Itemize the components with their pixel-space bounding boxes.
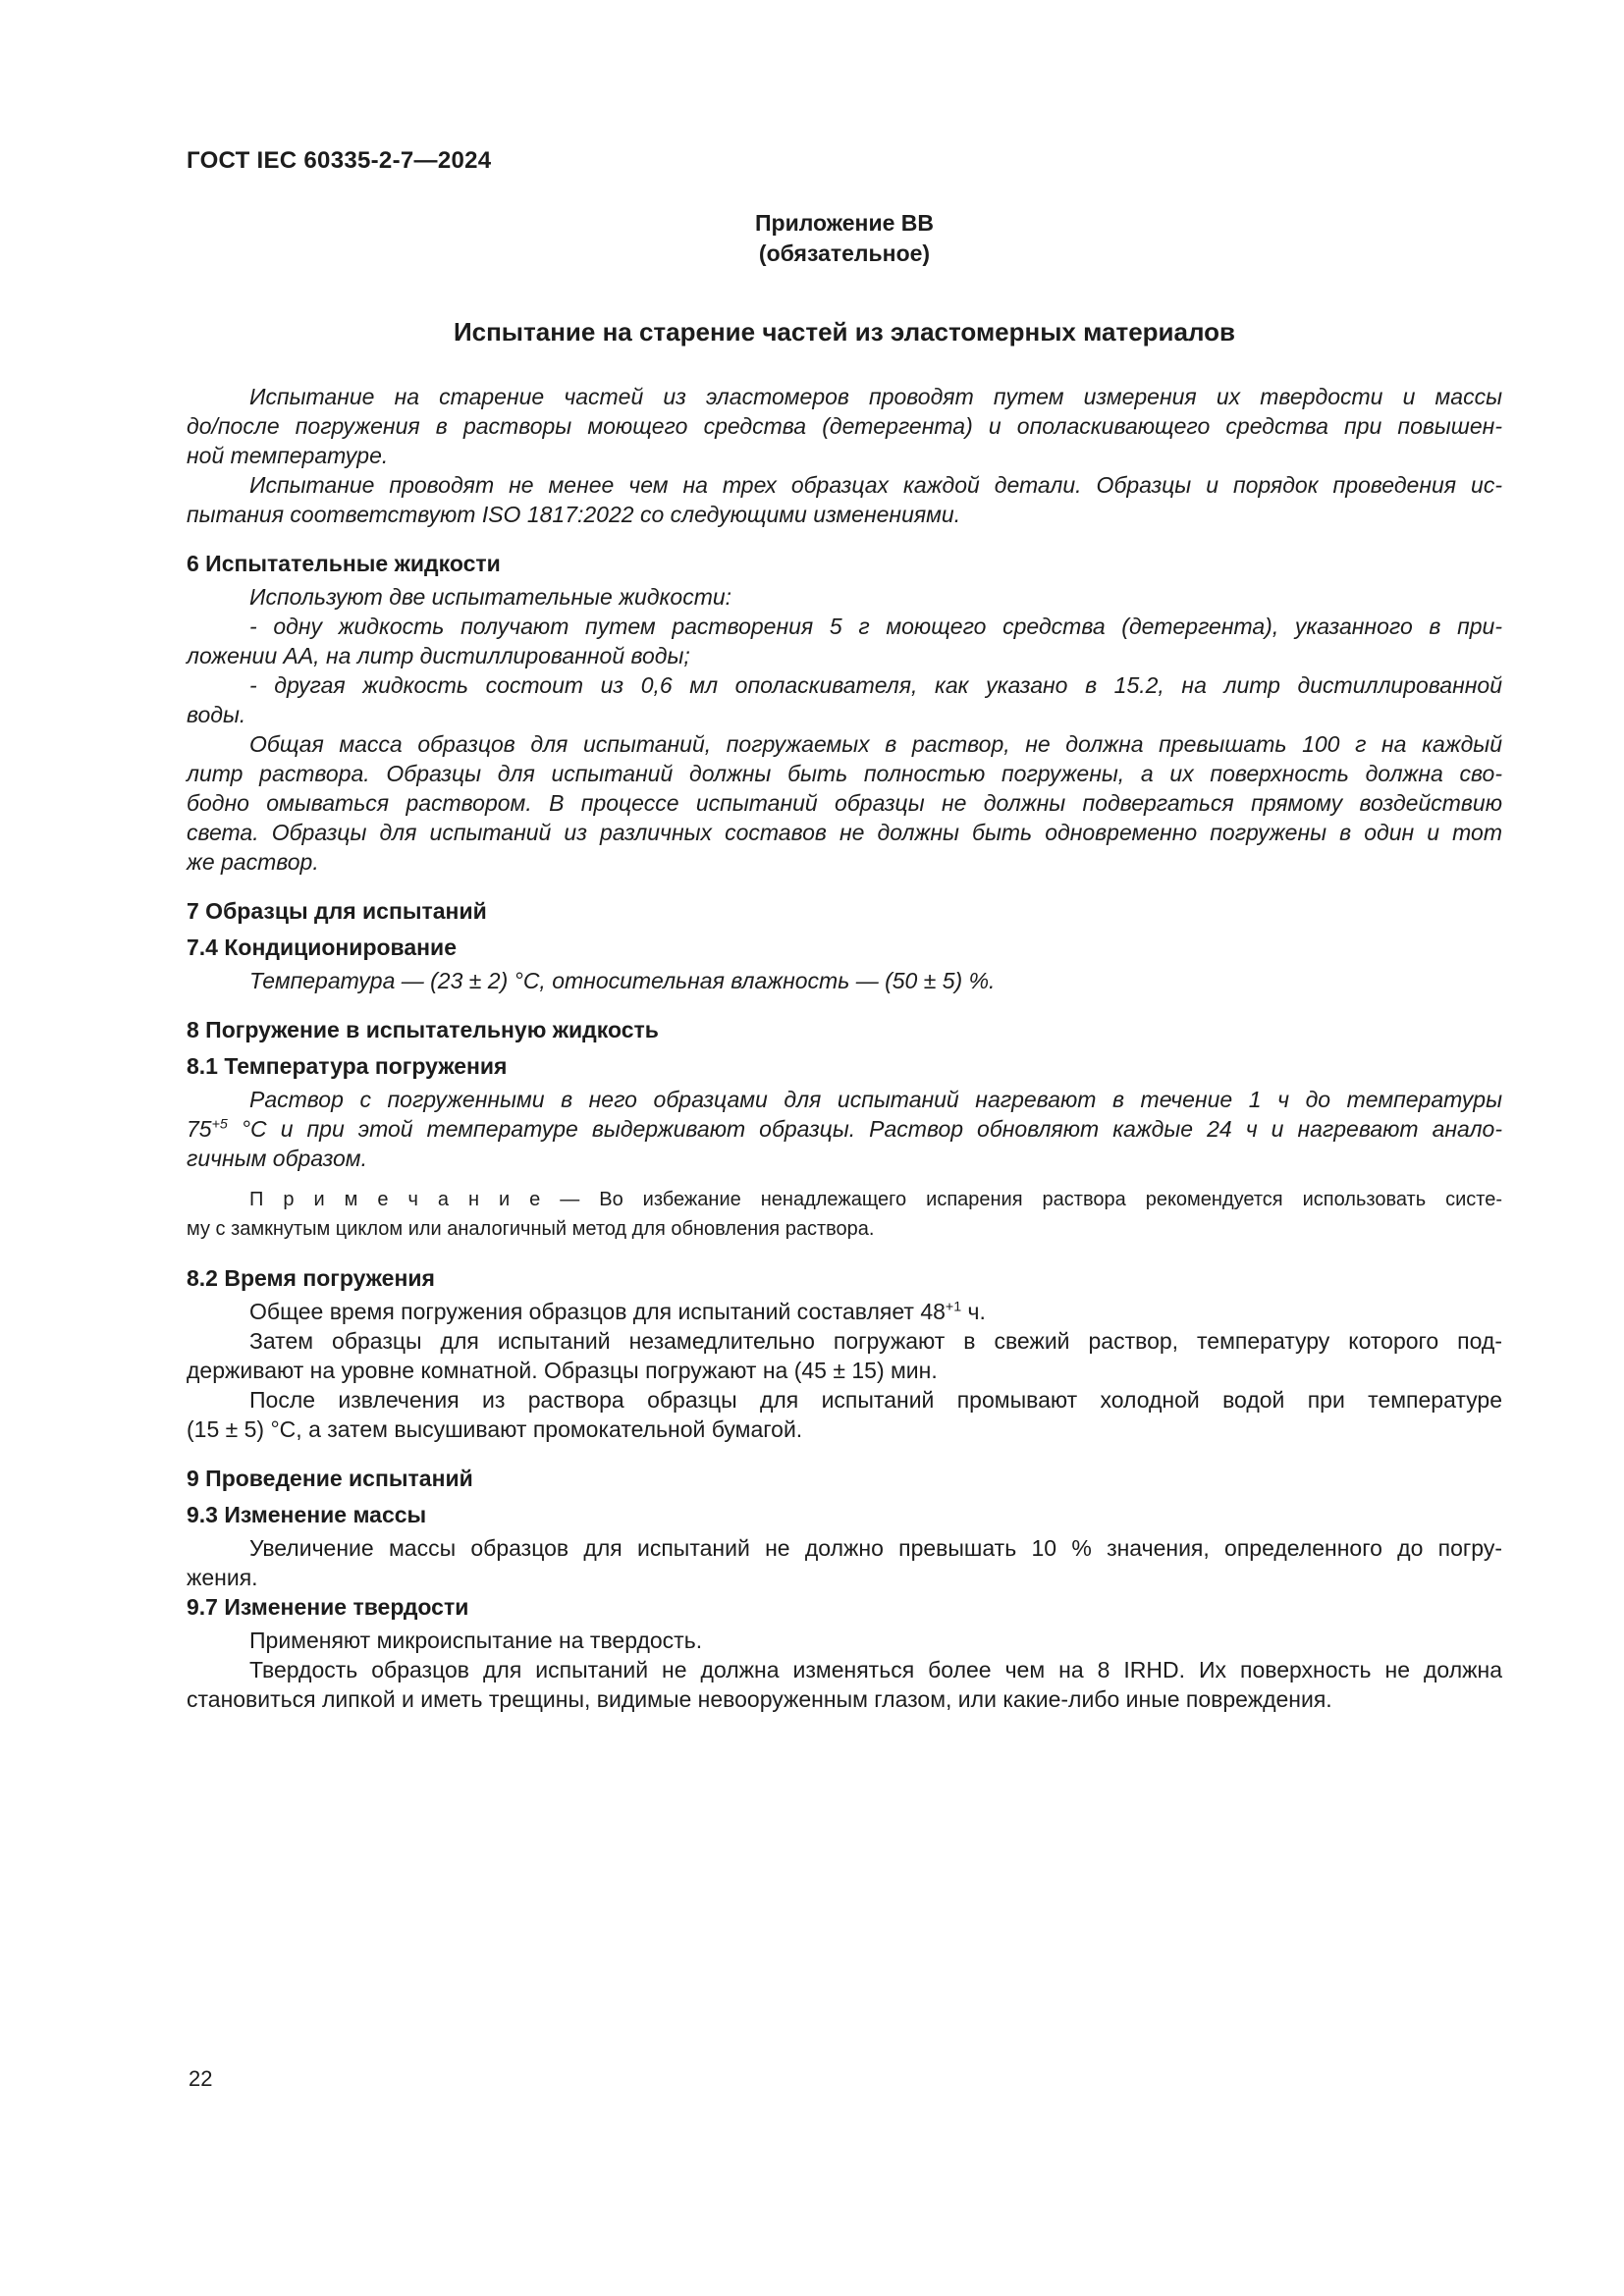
paragraph — [187, 1385, 1502, 1444]
text-line: П р и м е ч а н и е — Во избежание ненадлежащего испарения раствора рекомендуется использовать систе- — [249, 1189, 1502, 1210]
text-line: жения. — [187, 1565, 258, 1590]
text-line: - другая жидкость состоит из 0,6 мл ополаскивателя, как указано в 15.2, на литр дистиллированной — [249, 672, 1502, 698]
section-heading — [187, 1500, 1502, 1529]
text-line: 7.4 Кондиционирование — [187, 934, 457, 960]
annex-label: Приложение ВВ — [754, 210, 934, 236]
text-line: му с замкнутым циклом или аналогичный метод для обновления раствора. — [187, 1218, 875, 1240]
running-header: ГОСТ IEC 60335-2-7—2024 — [187, 147, 492, 174]
section-heading — [187, 549, 1502, 578]
text-line: Общее время погружения образцов для испытаний составляет $48^{+1}$ ч. — [249, 1299, 986, 1324]
section-heading — [187, 896, 1502, 926]
paragraph — [187, 670, 1502, 729]
text-line: 8.2 Время погружения — [187, 1265, 435, 1291]
text-line: Температура — (23 ± 2) °С, относительная влажность — (50 ± 5) %. — [249, 968, 996, 993]
paragraph — [187, 582, 1502, 612]
paragraph — [187, 382, 1502, 470]
text-line: Испытание проводят не менее чем на трех образцах каждой детали. Образцы и порядок проведения ис- — [249, 472, 1502, 498]
document-title: Испытание на старение частей из эластомерных материалов — [453, 317, 1236, 347]
paragraph — [187, 470, 1502, 529]
text-line: 8.1 Температура погружения — [187, 1053, 508, 1079]
annex-type: (обязательное) — [758, 240, 931, 266]
text-line: После извлечения из раствора образцы для испытаний промывают холодной водой при температуре — [249, 1387, 1502, 1413]
text-line: бодно омываться раствором. В процессе испытаний образцы не должны подвергаться прямому воздействию — [187, 790, 1502, 816]
text-line: держивают на уровне комнатной. Образцы погружают на (45 ± 15) мин. — [187, 1358, 938, 1383]
text-line: пытания соответствуют ISO 1817:2022 со следующими изменениями. — [187, 502, 961, 527]
text-line: Испытание на старение частей из эластомеров проводят путем измерения их твердости и массы — [249, 384, 1502, 409]
paragraph — [187, 1655, 1502, 1714]
paragraph — [187, 729, 1502, 877]
text-line: Используют две испытательные жидкости: — [249, 584, 732, 610]
text-line: ной температуре. — [187, 443, 389, 468]
page-number: 22 — [189, 2066, 213, 2091]
text-line: литр раствора. Образцы для испытаний должны быть полностью погружены, а их поверхность должна сво- — [187, 761, 1502, 786]
text-line: - одну жидкость получают путем растворения 5 г моющего средства (детергента), указанного в при- — [249, 614, 1502, 639]
section-heading — [187, 933, 1502, 962]
text-line: 6 Испытательные жидкости — [187, 551, 501, 576]
text-line: же раствор. — [187, 849, 319, 875]
text-line: Увеличение массы образцов для испытаний не должно превышать 10 % значения, определенного до погру- — [249, 1535, 1502, 1561]
annex-heading — [187, 208, 1502, 269]
section-heading — [187, 1464, 1502, 1493]
paragraph — [187, 1297, 1502, 1326]
text-line: до/после погружения в растворы моющего средства (детергента) и ополаскивающего средства при повышен- — [187, 413, 1502, 439]
text-line: воды. — [187, 702, 246, 727]
text-line: 9.7 Изменение твердости — [187, 1594, 469, 1620]
note-paragraph — [187, 1185, 1502, 1244]
paragraph — [187, 1085, 1502, 1173]
text-line: Раствор с погруженными в него образцами для испытаний нагревают в течение 1 ч до температуры — [249, 1087, 1502, 1112]
text-line: (15 ± 5) °С, а затем высушивают промокательной бумагой. — [187, 1416, 803, 1442]
text-line: Твердость образцов для испытаний не должна изменяться более чем на 8 IRHD. Их поверхность не должна — [249, 1657, 1502, 1682]
section-heading — [187, 1015, 1502, 1044]
text-line: ложении АА, на литр дистиллированной воды; — [187, 643, 690, 668]
text-line: гичным образом. — [187, 1146, 367, 1171]
text-line: Общая масса образцов для испытаний, погружаемых в раствор, не должна превышать 100 г на каждый — [249, 731, 1502, 757]
section-heading — [187, 1051, 1502, 1081]
text-line: 9.3 Изменение массы — [187, 1502, 427, 1527]
text-line: 7 Образцы для испытаний — [187, 898, 487, 924]
text-line: Применяют микроиспытание на твердость. — [249, 1628, 703, 1653]
text-line: света. Образцы для испытаний из различных составов не должны быть одновременно погружены в один и тот — [187, 820, 1502, 845]
paragraph — [187, 612, 1502, 670]
paragraph — [187, 1326, 1502, 1385]
text-line: $75^{+5}$ °С и при этой температуре выдерживают образцы. Раствор обновляют каждые 24 ч и нагревают анало- — [187, 1116, 1502, 1142]
paragraph — [187, 1533, 1502, 1592]
paragraph — [187, 1626, 1502, 1655]
document-body — [187, 382, 1502, 1714]
text-line: становиться липкой и иметь трещины, видимые невооруженным глазом, или какие-либо иные повреждения. — [187, 1686, 1332, 1712]
section-heading — [187, 1263, 1502, 1293]
text-line: 8 Погружение в испытательную жидкость — [187, 1017, 659, 1042]
section-heading — [187, 1592, 1502, 1622]
text-line: Затем образцы для испытаний незамедлительно погружают в свежий раствор, температуру которого под- — [249, 1328, 1502, 1354]
text-line: 9 Проведение испытаний — [187, 1466, 473, 1491]
paragraph — [187, 966, 1502, 995]
